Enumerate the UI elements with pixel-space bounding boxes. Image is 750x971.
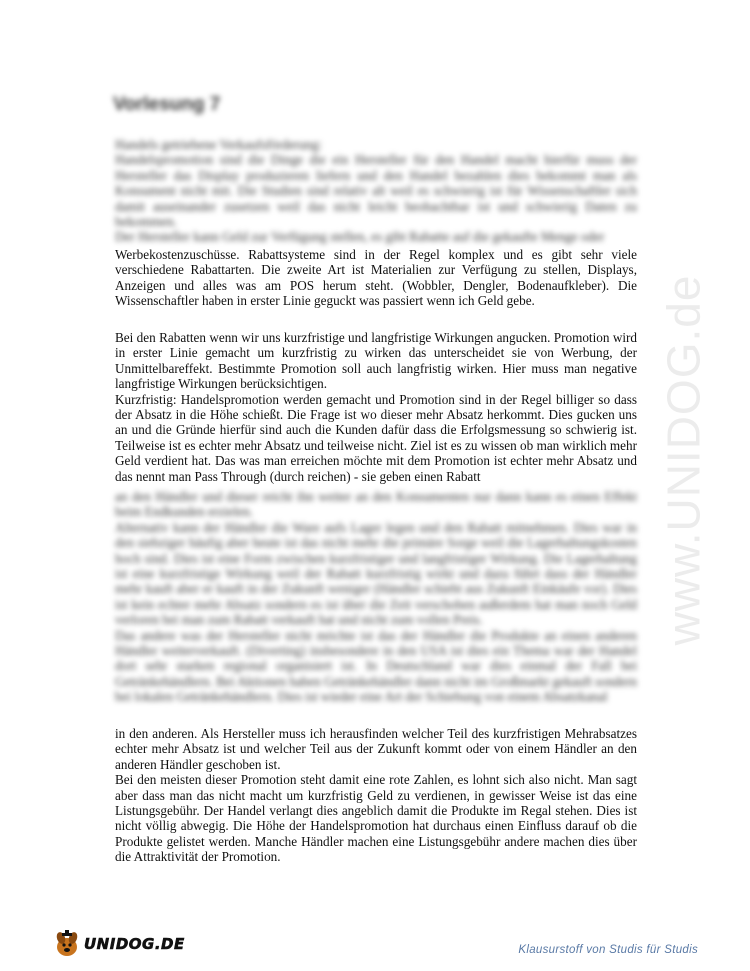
paragraph-hersteller: in den anderen. Als Hersteller muss ich herausfinden welcher Teil des kurzfristigen Mehrabsatzes echter mehr Absatz ist und welcher Teil aus der Zukunft kommt oder von einem Händler an den anderen Händler geschoben ist. Bei den meisten dieser Promotion steht damit eine rote Zahlen, es lohnt sich also nicht. Man sagt aber dass man das nicht macht um kurzfristig Geld zu verdienen, in gewisser Weise ist das eine Listungsgebühr. Der Handel verlangt dies angeblich damit die Produkte im Regal stehen. Dies ist nicht völlig abwegig. Die Höhe der Handelspromotion hat durchaus einen Einfluss darauf ob die Produkte gelistet werden. Manche Händler machen eine Listungsgebühr andere machen dies über die Attraktivität der Promotion.: [115, 726, 637, 865]
watermark: www.UNIDOG.de: [657, 274, 710, 646]
footer-slogan: Klausurstoff von Studis für Studis: [518, 944, 698, 956]
dog-icon: [52, 929, 82, 959]
paragraph-wirkungen: Bei den Rabatten wenn wir uns kurzfristige und langfristige Wirkungen angucken. Promotion wird in erster Linie gemacht um kurzfristig zu wirken das unterscheidet sie von Werbung, der Unmittelbareffekt. Bestimmte Promotion soll auch langfristig wirken. Hier muss man negative langfristige Wirkungen berücksichtigen. Kurzfristig: Handelspromotion werden gemacht und Promotion sind in der Regel billiger so dass der Absatz in die Höhe schießt. Die Frage ist wo dieser mehr Absatz herkommt. Dies gucken uns an und die Gründe hierfür sind auch die Kunden dafür dass die Erfolgsmessung so schwierig ist. Teilweise ist es echter mehr Absatz und teilweise nicht. Ziel ist es zu wissen ob man wirklich mehr Geld verdient hat. Das was man erreichen möchte mit dem Promotion ist echter mehr Absatz und das nennt man Pass Through (durch reichen) - sie geben einen Rabatt: [115, 330, 637, 484]
blurred-paragraph: Handelspromotion sind die Dinge die ein Hersteller für den Handel macht hierfür muss der Hersteller das Display produzieren liefern und den Handel bezahlen dies bekommt man als Konsument nicht mit. Die Studien sind relativ alt weil es schwierig ist für Wissenschaftler sich damit auseinander zusetzen weil das nicht leicht beobachtbar ist und schwierig Daten zu bekommen.: [115, 152, 637, 230]
blurred-paragraph: Alternativ kann der Händler die Ware aufs Lager legen und den Rabatt mitnehmen. Dies war in den siebziger häufig aber heute ist das nicht mehr die primäre Sorge weil die Lagerhaltungskosten hoch sind. Dies ist eine Form zwischen kurzfristiger und langfristiger Wirkung. Die Lagerhaltung ist eine kurzfristige Wirkung weil der Rabatt kurzfristig wirkt und dazu führt dass der Händler mehr kauft aber er kauft in der Zukunft weniger (Händler schiebt aus Zukunft Einkäufe vor). Dies ist kein echter mehr Absatz sondern es ist über die Zeit verschoben außerdem hat man noch Geld verloren bei man zum Rabatt verkauft hat und nicht zum vollen Preis.: [115, 519, 637, 628]
paragraph-rabatte: Werbekostenzuschüsse. Rabattsysteme sind in der Regel komplex und es gibt sehr viele verschiedene Rabattarten. Die zweite Art ist Materialien zur Verfügung zu stellen, Displays, Anzeigen und alles was am POS herum steht. (Wobbler, Dengler, Bodenaufkleber). Die Wissenschaftler haben in erster Linie geguckt was passiert wenn ich Geld gebe.: [115, 247, 637, 309]
blurred-paragraph: Das andere was der Hersteller nicht möchte ist das der Händler die Produkte an einen anderen Händler weiterverkauft. (Diverting) insbesondere in den USA ist dies ein Thema war der Handel dort sehr starken regional organisiert ist. In Deutschland war dies einmal der Fall bei Getränkehändlern. Bei Aktionen haben Getränkehändler dann nicht im Großmarkt gekauft sondern bei lokalen Getränkehändlern. Dies ist wieder eine Art der Schiebung von einem Absatzkanal: [115, 627, 637, 705]
blurred-middle-section: [115, 489, 637, 705]
blurred-heading: Handels getriebene Verkaufsförderung:: [115, 137, 323, 152]
paragraph-kurzfristig: Kurzfristig: Handelspromotion werden gemacht und Promotion sind in der Regel billiger so dass der Absatz in die Höhe schießt. Die Frage ist wo dieser mehr Absatz herkommt. Dies gucken uns an und die Gründe hierfür sind auch die Kunden dafür dass die Erfolgsmessung so schwierig ist. Teilweise ist es echter mehr Absatz und teilweise nicht. Ziel ist es zu wissen ob man wirklich mehr Geld verdient hat. Das was man erreichen möchte mit dem Promotion ist echter mehr Absatz und das nennt man Pass Through (durch reichen) - sie geben einen Rabatt: [115, 391, 637, 484]
blurred-paragraph: an den Händler und dieser reicht ihn weiter an den Konsumenten nur dann kann es einen Effekt beim Endkunden erzielen.: [115, 489, 637, 520]
blurred-top-section: [115, 137, 637, 245]
logo-text: UNIDOG.DE: [84, 935, 185, 953]
page-title: Vorlesung 7: [113, 94, 221, 115]
unidog-logo: [52, 928, 185, 960]
paragraph-rote-zahlen: Bei den meisten dieser Promotion steht damit eine rote Zahlen, es lohnt sich also nicht. Man sagt aber dass man das nicht macht um kurzfristig Geld zu verdienen, in gewisser Weise ist das eine Listungsgebühr. Der Handel verlangt dies angeblich damit die Produkte im Regal stehen. Dies ist nicht völlig abwegig. Die Höhe der Handelspromotion hat durchaus einen Einfluss darauf ob die Produkte gelistet werden. Manche Händler machen eine Listungsgebühr andere machen dies über die Attraktivität der Promotion.: [115, 772, 637, 865]
blurred-paragraph: Der Hersteller kann Geld zur Verfügung stellen, es gibt Rabatte auf die gekaufte Menge oder: [115, 229, 605, 245]
